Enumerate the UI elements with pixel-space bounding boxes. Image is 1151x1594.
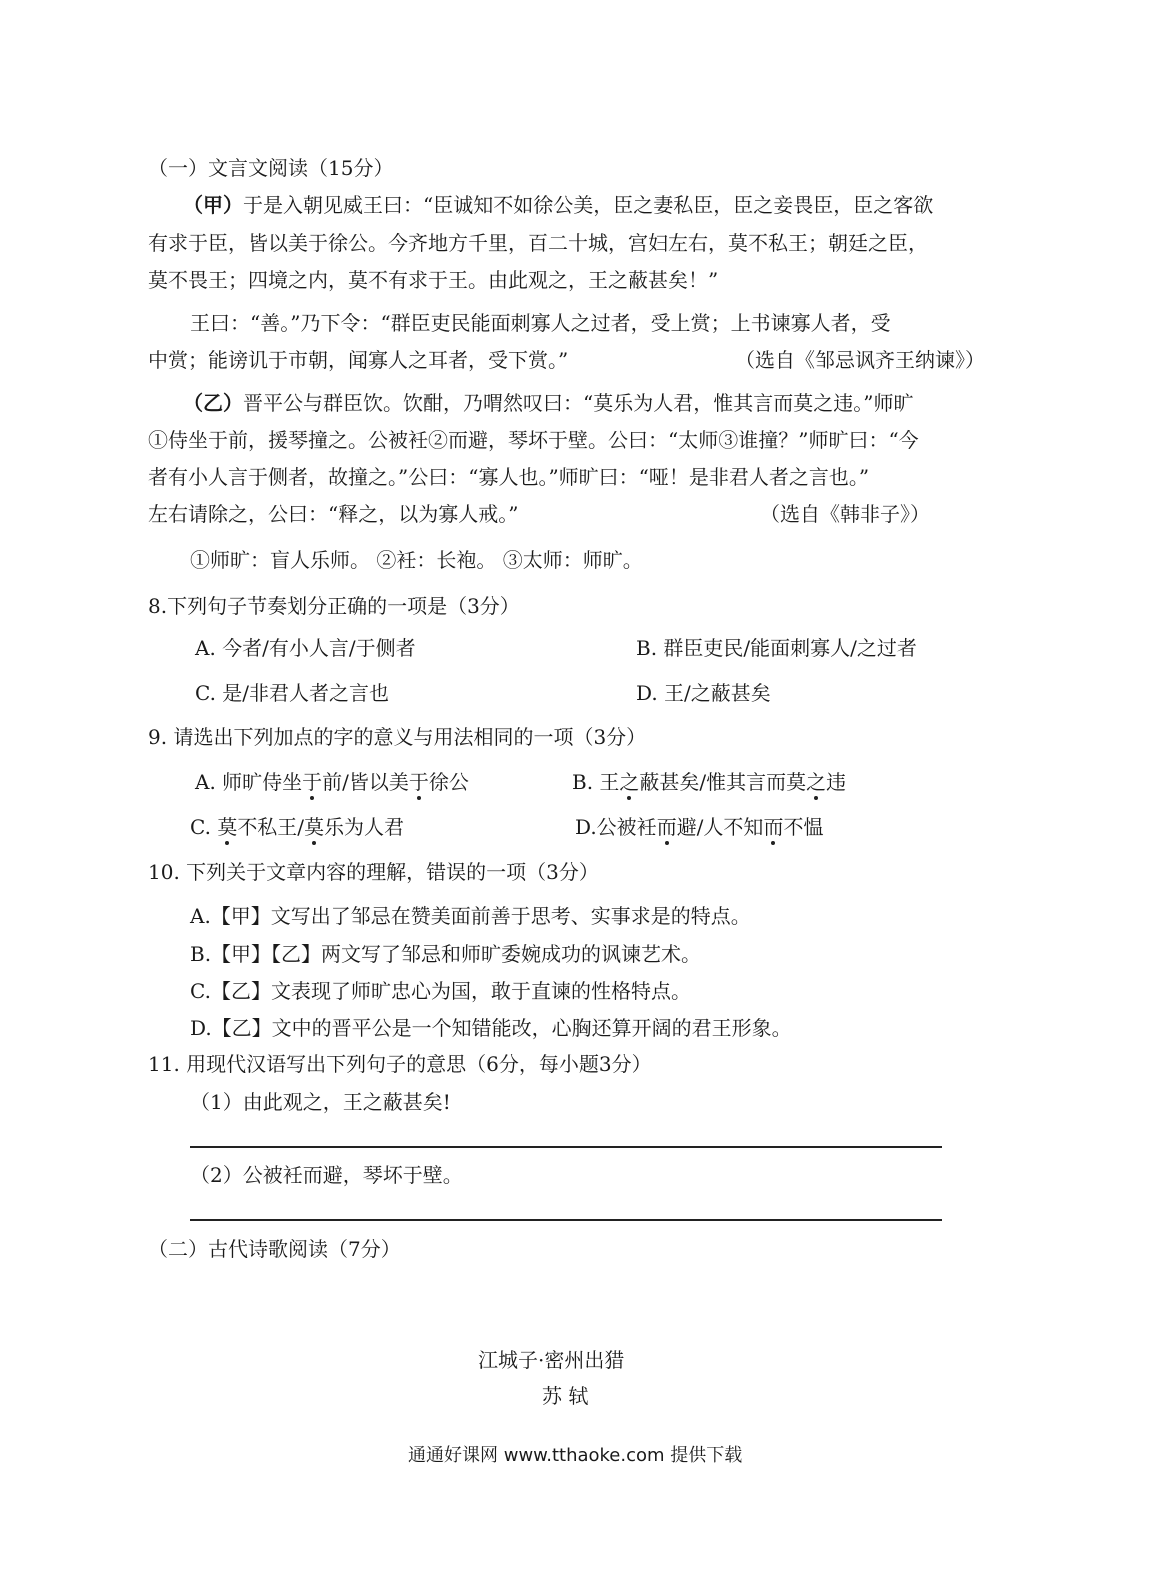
q9-b-dotted-char-1: 之	[619, 770, 640, 794]
q10-option-c: C.【乙】文表现了师旷忠心为国，敢于直谏的性格特点。	[190, 979, 691, 1003]
q9-option-a: A. 师旷侍坐于前/皆以美于徐公	[195, 770, 469, 794]
q9-a-dotted-char-2: 于	[408, 770, 429, 794]
q11-stem: 11. 用现代汉语写出下列句子的意思（6分，每小题3分）	[148, 1052, 652, 1076]
poem-title: 江城子·密州出猎	[478, 1348, 625, 1372]
q9-stem: 9. 请选出下列加点的字的意义与用法相同的一项（3分）	[148, 725, 647, 749]
jia-source: （选自《邹忌讽齐王纳谏》）	[735, 348, 985, 372]
annotation-notes: ①师旷：盲人乐师。 ②衽：长袍。 ③太师：师旷。	[190, 548, 643, 572]
yi-source: （选自《韩非子》）	[760, 502, 930, 526]
yi-paragraph-line-2: ①侍坐于前，援琴撞之。公被衽②而避，琴坏于壁。公曰：“太师③谁撞？”师旷曰：“今	[148, 428, 919, 452]
q8-stem: 8.下列句子节奏划分正确的一项是（3分）	[148, 594, 520, 618]
jia2-paragraph-line-2: 中赏；能谤讥于市朝，闻寡人之耳者，受下赏。”	[148, 348, 569, 372]
jia-text-1: 于是入朝见威王曰：“臣诚知不如徐公美，臣之妻私臣，臣之妾畏臣，臣之客欲	[243, 193, 934, 217]
q10-option-d: D.【乙】文中的晋平公是一个知错能改，心胸还算开阔的君王形象。	[190, 1016, 792, 1040]
q11-sentence-1: （1）由此观之，王之蔽甚矣!	[190, 1090, 451, 1114]
jia2-paragraph-line-1: 王曰：“善。”乃下令：“群臣吏民能面刺寡人之过者，受上赏；上书谏寡人者，受	[190, 311, 891, 335]
q8-option-d: D. 王/之蔽甚矣	[636, 681, 771, 705]
q10-stem: 10. 下列关于文章内容的理解，错误的一项（3分）	[148, 860, 599, 884]
q8-option-a: A. 今者/有小人言/于侧者	[195, 636, 416, 660]
yi-paragraph-line-1	[183, 391, 913, 415]
section2-title: （二）古代诗歌阅读（7分）	[148, 1237, 401, 1261]
q9-option-c: C. 莫不私王/莫乐为人君	[190, 815, 405, 839]
q9-d-dotted-char-2: 而	[763, 815, 784, 839]
q9-option-d: D.公被衽而避/人不知而不愠	[575, 815, 824, 839]
yi-label: （乙）	[183, 391, 243, 415]
yi-text-1: 晋平公与群臣饮。饮酣，乃喟然叹曰：“莫乐为人君，惟其言而莫之违。”师旷	[243, 391, 914, 415]
jia-paragraph-line-2: 有求于臣，皆以美于徐公。今齐地方千里，百二十城，宫妇左右，莫不私王；朝廷之臣，	[148, 231, 928, 255]
q9-c-dotted-char-2: 莫	[304, 815, 325, 839]
poem-author: 苏 轼	[542, 1384, 589, 1408]
jia-paragraph-line-3: 莫不畏王；四境之内，莫不有求于王。由此观之，王之蔽甚矣！”	[148, 268, 719, 292]
section1-title: （一）文言文阅读（15分）	[148, 156, 394, 180]
q10-option-a: A.【甲】文写出了邹忌在赞美面前善于思考、实事求是的特点。	[190, 904, 751, 928]
jia-label: （甲）	[183, 193, 243, 217]
jia-paragraph-line-1	[183, 193, 933, 217]
q9-a-dotted-char-1: 于	[302, 770, 323, 794]
q10-option-b: B.【甲】【乙】两文写了邹忌和师旷委婉成功的讽谏艺术。	[190, 942, 702, 966]
q9-d-dotted-char-1: 而	[656, 815, 677, 839]
yi-paragraph-line-3: 者有小人言于侧者，故撞之。”公曰：“寡人也。”师旷曰：“哑！是非君人者之言也。”	[148, 465, 870, 489]
footer-download-note: 通通好课网 www.tthaoke.com 提供下载	[408, 1445, 743, 1466]
q11-answer-line-1[interactable]	[190, 1146, 942, 1148]
q9-b-dotted-char-2: 之	[806, 770, 827, 794]
q8-option-c: C. 是/非君人者之言也	[195, 681, 390, 705]
yi-paragraph-line-4: 左右请除之，公曰：“释之，以为寡人戒。”	[148, 502, 519, 526]
q11-sentence-2: （2）公被衽而避，琴坏于壁。	[190, 1163, 463, 1187]
q9-c-dotted-char-1: 莫	[217, 815, 238, 839]
q8-option-b: B. 群臣吏民/能面刺寡人/之过者	[636, 636, 917, 660]
q9-option-b: B. 王之蔽甚矣/惟其言而莫之违	[572, 770, 847, 794]
q11-answer-line-2[interactable]	[190, 1219, 942, 1221]
